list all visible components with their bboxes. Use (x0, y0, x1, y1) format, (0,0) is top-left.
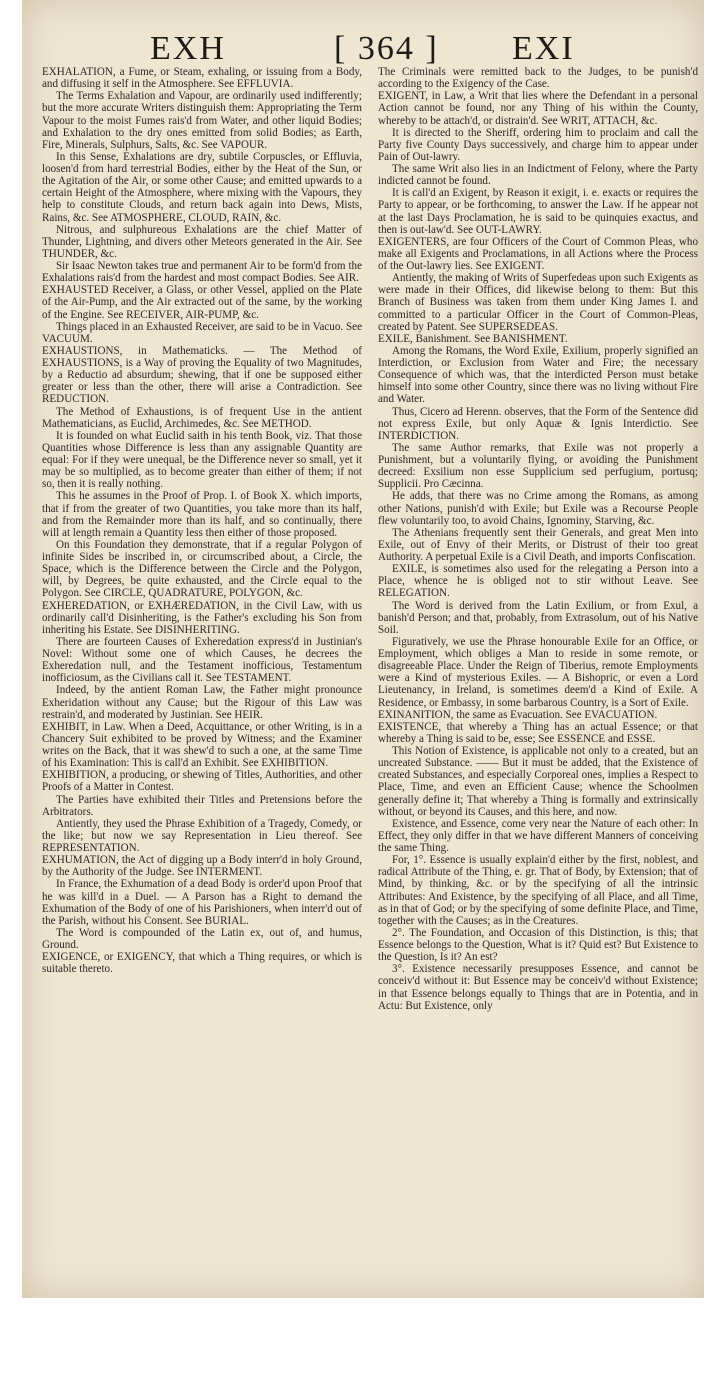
book-page (22, 0, 704, 1298)
entry-exinanition: EXINANITION, the same as Evacuation. See EVACUATION. (378, 708, 658, 721)
entry-exhibit: EXHIBIT, in Law. When a Deed, Acquittance, or other Writing, is in a Chancery Suit exhibited to be proved by Witness; and the Examiner writes on the Back, that it was shew'd to such a one, at the same Time of his Examination: This is call'd an Exhibit. See EXHIBITION. (42, 720, 362, 770)
paragraph: It is directed to the Sheriff, ordering him to proclaim and call the Party five County Days successively, and charge him to appear under Pain of Out-lawry. (378, 126, 698, 163)
paragraph: 3°. Existence necessarily presupposes Essence, and cannot be conceiv'd without it: But Essence may be conceiv'd without Existence; in that Essence belongs equally to Things that are in Potentia, and in Actu: But Existence, only (378, 963, 698, 1012)
paragraph: Among the Romans, the Word Exile, Exilium, properly signified an Interdiction, or Exclusion from Water and Fire; the necessary Consequence of which was, that the interdicted Person must betake himself into some other Country, since there was no living without Fire and Water. (378, 344, 698, 406)
entry-existence: EXISTENCE, that whereby a Thing has an actual Essence; or that whereby a Thing is said to be, esse; See ESSENCE and ESSE. (378, 720, 698, 745)
header-right-word: EXI (512, 30, 575, 67)
paragraph: The Method of Exhaustions, is of frequent Use in the antient Mathematicians, as Euclid, Archimedes, &c. See METHOD. (42, 405, 362, 430)
paragraph: The Athenians frequently sent their Generals, and great Men into Exile, out of Envy of their Merits, or Distrust of their too great Authority. A perpetual Exile is a Civil Death, and imports Confiscation. (378, 526, 698, 563)
paragraph: On this Foundation they demonstrate, that if a regular Polygon of infinite Sides be inscribed in, or circumscribed about, a Circle, the Space, which is the Difference between the Circle and the Polygon, will, by Degrees, be quite exhausted, and the Circle equal to the Polygon. See CIRCLE, QUADRATURE, POLYGON, &c. (42, 538, 362, 600)
paragraph: It is call'd an Exigent, by Reason it exigit, i. e. exacts or requires the Party to appear, or be forthcoming, to answer the Law. If he appear not at the last Days Proclamation, he is said to be quinquies exactus, and then is out-law'd. See OUT-LAWRY. (378, 187, 698, 236)
paragraph: Antiently, they used the Phrase Exhibition of a Tragedy, Comedy, or the like; but now we say Representation in Lieu thereof. See REPRESENTATION. (42, 817, 362, 854)
paragraph: Antiently, the making of Writs of Superfedeas upon such Exigents as were made in their Offices, did likewise belong to them: But this Branch of Business was taken from them under King James I. and committed to a particular Officer in the Court of Common-Pleas, created by Patent. See SUPERSEDEAS. (378, 272, 698, 333)
paragraph: It is founded on what Euclid saith in his tenth Book, viz. That those Quantities whose Difference is less than any assignable Quantity are equal: For if they were unequal, be the Difference never so small, yet it may be so multiplied, as to become greater than either of them; if not so, then it is really nothing. (42, 429, 362, 491)
paragraph: Nitrous, and sulphureous Exhalations are the chief Matter of Thunder, Lightning, and divers other Meteors generated in the Air. See THUNDER, &c. (42, 223, 362, 260)
paragraph: Indeed, by the antient Roman Law, the Father might pronounce Exheridation without any Cause; but the Rigour of this Law was restrain'd, and moderated by Justinian. See HEIR. (42, 684, 362, 721)
paragraph: In France, the Exhumation of a dead Body is order'd upon Proof that he was kill'd in a Duel. — A Parson has a Right to demand the Exhumation of the Body of one of his Parishioners, when interr'd out of the Parish, without his Consent. See BURIAL. (42, 878, 362, 927)
paragraph: There are fourteen Causes of Exheredation express'd in Justinian's Novel: Without some one of which Causes, he decrees the Exheredation null, and the Testament inofficious, Testamentum inofficiosum, as the Civilians call it. See TESTAMENT. (42, 635, 362, 685)
entry-exigence: EXIGENCE, or EXIGENCY, that which a Thing requires, or which is suitable thereto. (42, 951, 362, 976)
left-column (42, 66, 362, 1291)
paragraph: The Parties have exhibited their Titles and Pretensions before the Arbitrators. (42, 793, 362, 818)
entry-exhausted-receiver: EXHAUSTED Receiver, a Glass, or other Vessel, applied on the Plate of the Air-Pump, and the Air extracted out of the same, by the working of the Engine. See RECEIVER, AIR-PUMP, &c. (42, 284, 362, 321)
paragraph: 2°. The Foundation, and Occasion of this Distinction, is this; that Essence belongs to the Question, What is it? Quid est? But Existence to the Question, Is it? An est? (378, 926, 698, 964)
paragraph: For, 1°. Essence is usually explain'd either by the first, noblest, and radical Attribute of the Thing, e. gr. That of Body, by Extension; that of Mind, by thinking, &c. or by the specifying of all the intrinsic Attributes: And Existence, by the specifying of all Place, and all Time, as in that of God; or by the specifying of some definite Place, and Time, together with the Causes; as in the Creatures. (378, 854, 698, 927)
entry-exile: EXILE, Banishment. See BANISHMENT. (378, 332, 568, 345)
paragraph: The Word is compounded of the Latin ex, out of, and humus, Ground. (42, 926, 362, 951)
entry-exhalation: EXHALATION, a Fume, or Steam, exhaling, or issuing from a Body, and diffusing it self in the Atmosphere. See EFFLUVIA. (42, 66, 362, 91)
paragraph: EXILE, is sometimes also used for the relegating a Person into a Place, whence he is obliged not to stir without Leave. See RELEGATION. (378, 563, 698, 600)
paragraph: The Terms Exhalation and Vapour, are ordinarily used indifferently; but the more accurate Writers distinguish them: Appropriating the Term Vapour to the moist Fumes rais'd from Water, and other liquid Bodies; and Exhalation to the dry ones emitted from solid Bodies; as Earth, Fire, Minerals, Sulphurs, Salts, &c. See VAPOUR. (42, 90, 362, 151)
paragraph: The Word is derived from the Latin Exilium, or from Exul, a banish'd Person; and that, probably, from Extrasolum, out of his Native Soil. (378, 599, 698, 636)
entry-exhaustions: EXHAUSTIONS, in Mathematicks. — The Method of EXHAUSTIONS, is a Way of proving the Equality of two Magnitudes, by a Reductio ad absurdum; shewing, that if one be supposed either greater or less than the other, there will arise a Contradiction. See REDUCTION. (42, 344, 362, 406)
paragraph: In this Sense, Exhalations are dry, subtile Corpuscles, or Effluvia, loosen'd from hard terrestrial Bodies, either by the Heat of the Sun, or the Agitation of the Air, or some other Cause; and emitted upwards to a certain Height of the Atmosphere, where mixing with the Vapours, they help to constitute Clouds, and return back again into Dews, Mists, Rains, &c. See ATMOSPHERE, CLOUD, RAIN, &c. (42, 150, 362, 224)
paragraph: The same Writ also lies in an Indictment of Felony, where the Party indicted cannot be found. (378, 163, 698, 188)
entry-exhumation: EXHUMATION, the Act of digging up a Body interr'd in holy Ground, by the Authority of the Judge. See INTERMENT. (42, 854, 362, 879)
paragraph: This Notion of Existence, is applicable not only to a created, but an uncreated Substance. —— But it must be added, that the Existence of created Substances, and especially Corporeal ones, implies a Respect to Place, Time, and even an Efficient Cause; whence the Schoolmen generally define it; That whereby a Thing is formally and extrinsically without, or beyond its Causes, and this here, and now. (378, 745, 698, 818)
paragraph: Things placed in an Exhausted Receiver, are said to be in Vacuo. See VACUUM. (42, 320, 362, 345)
page-number: [ 364 ] (334, 30, 439, 67)
paragraph: Figuratively, we use the Phrase honourable Exile for an Office, or Employment, which obliges a Man to reside in some remote, or disagreeable Place. Under the Reign of Tiberius, remote Employments were a Kind of mysterious Exiles. — A Bishopric, or even a Lord Lieutenancy, in Ireland, is sometimes deem'd a Kind of Exile. A Residence, or Embassy, in some barbarous Country, is a Sort of Exile. (378, 635, 698, 709)
entry-exhibition: EXHIBITION, a producing, or shewing of Titles, Authorities, and other Proofs of a Matter in Contest. (42, 769, 362, 794)
right-column (378, 66, 698, 1291)
entry-exigenters: EXIGENTERS, are four Officers of the Court of Common Pleas, who make all Exigents and Proclamations, in all Actions where the Process of the Out-lawry lies. See EXIGENT. (378, 235, 698, 272)
paragraph: The same Author remarks, that Exile was not properly a Punishment, but a voluntarily flying, or avoiding the Punishment decreed: Exsilium non esse Supplicium sed perfugium, portusq; Supplicii. Pro Cæcinna. (378, 441, 698, 491)
paragraph: He adds, that there was no Crime among the Romans, as among other Nations, punish'd with Exile; but Exile was a Recourse People flew voluntarily too, to avoid Chains, Ignominy, Starving, &c. (378, 490, 698, 527)
paragraph: The Criminals were remitted back to the Judges, to be punish'd according to the Exigency of the Case. (378, 66, 698, 91)
bottom-margin (0, 1298, 721, 1390)
header-left-word: EXH (150, 30, 226, 67)
paragraph: Thus, Cicero ad Herenn. observes, that the Form of the Sentence did not express Exile, but only Aquæ & Ignis Interdictio. See INTERDICTION. (378, 405, 698, 442)
paragraph: This he assumes in the Proof of Prop. I. of Book X. which imports, that if from the greater of two Quantities, you take more than its half, and from the Remainder more than its half, and so continually, there will at length remain a Quantity less then either of those proposed. (42, 490, 362, 539)
entry-exigent: EXIGENT, in Law, a Writ that lies where the Defendant in a personal Action cannot be found, nor any Thing of his within the County, whereby to be attach'd, or distrain'd. See WRIT, ATTACH, &c. (378, 90, 698, 127)
entry-exheredation: EXHEREDATION, or EXHÆREDATION, in the Civil Law, with us ordinarily call'd Disinheriting, is the Father's excluding his Son from inheriting his Estate. See DISINHERITING. (42, 599, 362, 636)
paragraph: Sir Isaac Newton takes true and permanent Air to be form'd from the Exhalations rais'd from the hardest and most compact Bodies. See AIR. (42, 260, 362, 285)
paragraph: Existence, and Essence, come very near the Nature of each other: In Effect, they only differ in that we have different Manners of conceiving the same Thing. (378, 817, 698, 854)
